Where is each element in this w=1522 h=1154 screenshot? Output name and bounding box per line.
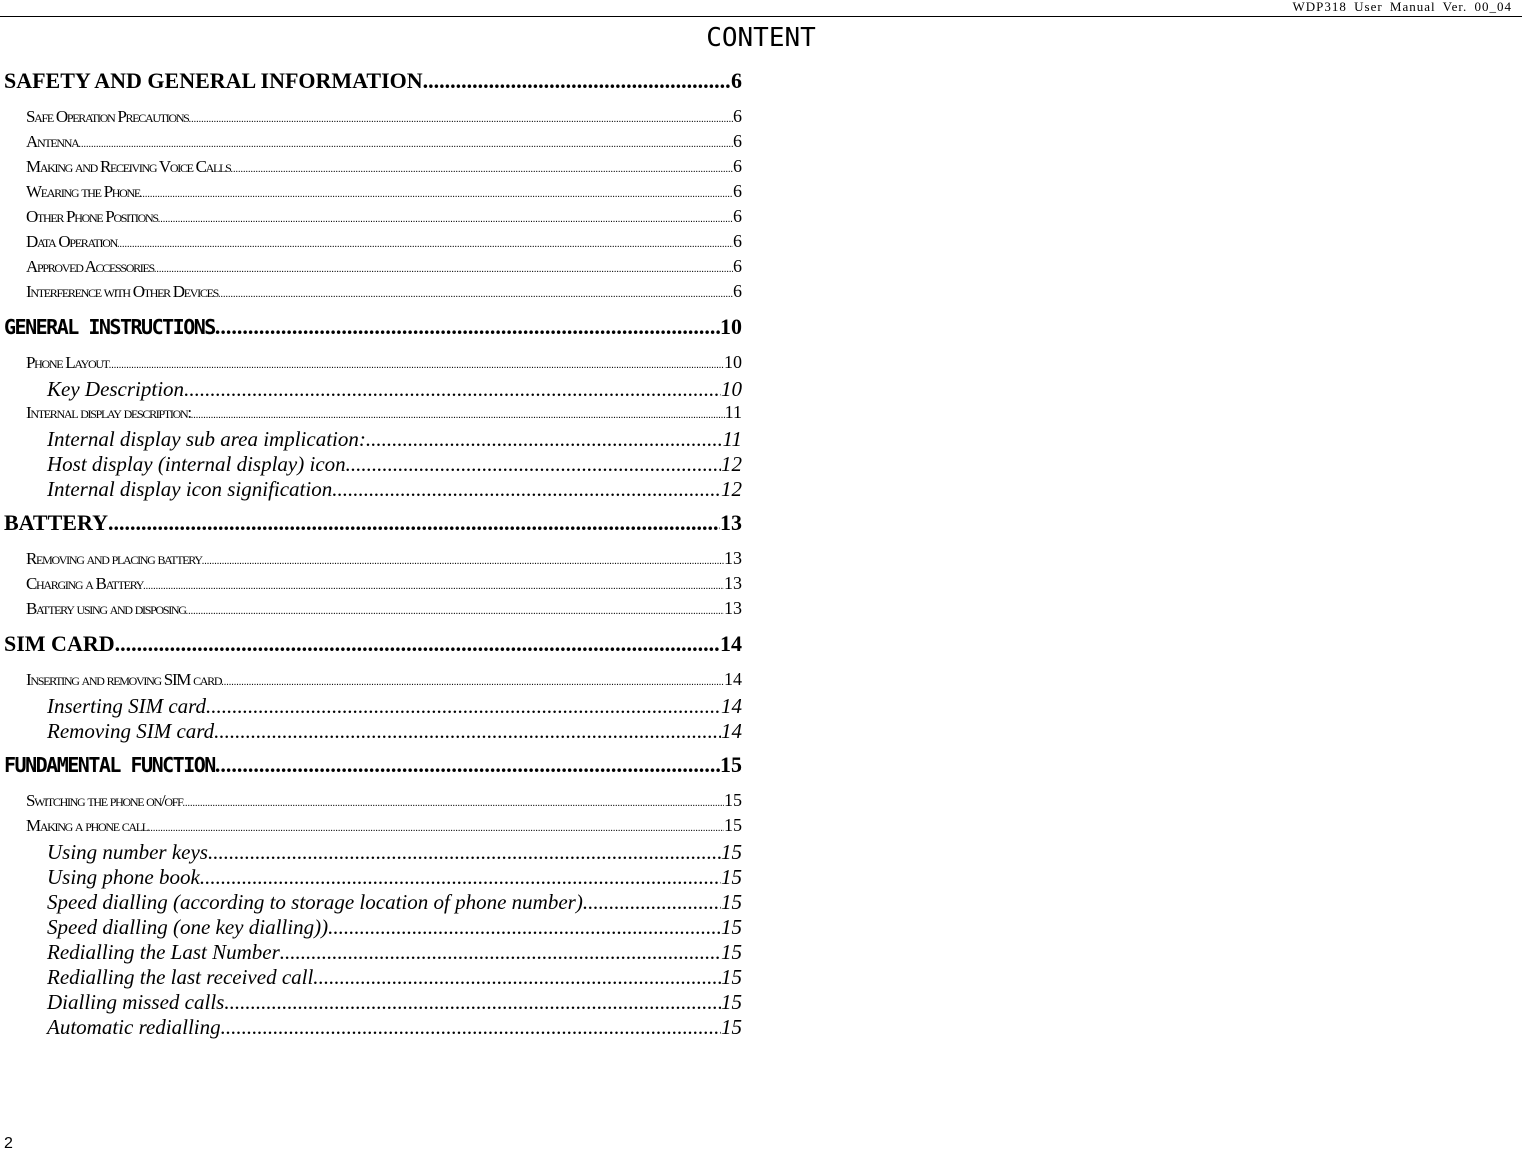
toc-entry-page-number: 14 xyxy=(720,631,742,656)
toc-entry-label: Redialling the last received call. xyxy=(47,965,319,989)
toc-entry-label: Using number keys xyxy=(47,840,208,864)
toc-dot-leader xyxy=(366,427,723,452)
toc-dot-leader xyxy=(332,477,721,502)
toc-dot-leader xyxy=(143,581,724,592)
toc-entry-label: Internal display sub area implication: xyxy=(47,427,366,451)
toc-topic-entry[interactable] xyxy=(0,840,742,865)
toc-subsection-entry[interactable] xyxy=(0,131,742,156)
toc-dot-leader xyxy=(186,606,724,617)
table-of-contents xyxy=(0,66,742,1040)
toc-subsection-entry[interactable] xyxy=(0,106,742,131)
toc-dot-leader xyxy=(184,377,721,402)
toc-topic-entry[interactable] xyxy=(0,377,742,402)
toc-dot-leader xyxy=(200,865,721,890)
toc-topic-entry[interactable] xyxy=(0,694,742,719)
toc-subsection-entry[interactable] xyxy=(0,256,742,281)
toc-topic-entry[interactable] xyxy=(0,890,742,915)
toc-dot-leader xyxy=(214,719,721,744)
toc-dot-leader xyxy=(79,139,733,150)
toc-section-entry[interactable] xyxy=(0,66,742,100)
toc-subsection-entry[interactable] xyxy=(0,281,742,306)
toc-entry-label: Approved Accessories xyxy=(26,257,154,276)
toc-entry-label: Automatic redialling xyxy=(47,1015,221,1039)
toc-entry-page-number: 15 xyxy=(721,1015,742,1039)
toc-entry-label: Wearing the Phone xyxy=(26,182,140,201)
toc-entry-label: Internal display description: xyxy=(26,403,191,422)
toc-topic-entry[interactable] xyxy=(0,865,742,890)
toc-entry-label: Key Description xyxy=(47,377,185,401)
toc-entry-label: Phone Layout xyxy=(26,353,109,372)
toc-dot-leader xyxy=(221,1015,721,1040)
toc-subsection-entry[interactable] xyxy=(0,790,742,815)
toc-dot-leader xyxy=(230,990,721,1015)
toc-entry-label: GENERAL INSTRUCTIONS xyxy=(4,315,215,339)
toc-entry-page-number: 13 xyxy=(724,573,742,593)
toc-entry-page-number: 6 xyxy=(733,206,742,226)
toc-entry-label: Redialling the Last Number xyxy=(47,940,280,964)
toc-entry-page-number: 13 xyxy=(720,510,742,535)
toc-dot-leader xyxy=(154,264,733,275)
toc-dot-leader xyxy=(208,840,721,865)
toc-entry-page-number: 15 xyxy=(721,965,742,989)
toc-topic-entry[interactable] xyxy=(0,1015,742,1040)
toc-dot-leader xyxy=(328,915,721,940)
toc-dot-leader xyxy=(117,239,733,250)
toc-dot-leader xyxy=(189,114,733,125)
toc-entry-page-number: 15 xyxy=(721,890,742,914)
toc-section-entry[interactable] xyxy=(0,750,742,784)
toc-topic-entry[interactable] xyxy=(0,940,742,965)
toc-topic-entry[interactable] xyxy=(0,452,742,477)
toc-dot-leader xyxy=(202,556,724,567)
toc-subsection-entry[interactable] xyxy=(0,206,742,231)
toc-entry-label: Speed dialling (according to storage location of phone number) xyxy=(47,890,583,914)
toc-entry-page-number: 10 xyxy=(724,352,742,372)
toc-entry-label: Host display (internal display) icon xyxy=(47,452,346,476)
toc-dot-leader xyxy=(215,752,720,778)
page-title: CONTENT xyxy=(706,23,816,53)
toc-section-entry[interactable] xyxy=(0,629,742,663)
toc-dot-leader xyxy=(182,798,724,809)
toc-entry-page-number: 6 xyxy=(733,106,742,126)
toc-entry-label: Switching the phone on/off xyxy=(26,791,183,810)
toc-subsection-entry[interactable] xyxy=(0,573,742,598)
toc-entry-page-number: 14 xyxy=(721,694,742,718)
toc-entry-page-number: 6 xyxy=(733,156,742,176)
toc-entry-label: Removing SIM card xyxy=(47,719,215,743)
toc-entry-label: Charging a Battery xyxy=(26,574,144,593)
running-header: WDP318 User Manual Ver. 00_04 xyxy=(1292,0,1512,14)
toc-dot-leader xyxy=(148,823,724,834)
toc-entry-page-number: 14 xyxy=(724,669,742,689)
toc-dot-leader xyxy=(109,360,724,371)
toc-entry-label: SAFETY AND GENERAL INFORMATION xyxy=(4,68,423,93)
toc-entry-label: Data Operation xyxy=(26,232,117,251)
toc-entry-label: Making a phone call xyxy=(26,816,148,835)
toc-dot-leader xyxy=(191,410,725,421)
toc-entry-page-number: 15 xyxy=(724,790,742,810)
toc-dot-leader xyxy=(206,694,721,719)
toc-subsection-entry[interactable] xyxy=(0,669,742,694)
toc-entry-label: SIM CARD xyxy=(4,631,115,656)
toc-subsection-entry[interactable] xyxy=(0,156,742,181)
toc-dot-leader xyxy=(108,510,720,536)
toc-entry-label: Antenna xyxy=(26,132,79,151)
toc-entry-label: Inserting and removing SIM card xyxy=(26,670,222,689)
toc-topic-entry[interactable] xyxy=(0,719,742,744)
toc-dot-leader xyxy=(221,677,724,688)
toc-dot-leader xyxy=(583,890,721,915)
toc-entry-label: Dialling missed calls. xyxy=(47,990,230,1014)
header-rule xyxy=(0,16,1522,17)
toc-topic-entry[interactable] xyxy=(0,990,742,1015)
toc-entry-page-number: 6 xyxy=(731,68,742,93)
toc-entry-label: Removing and placing battery xyxy=(26,549,202,568)
toc-entry-page-number: 15 xyxy=(721,865,742,889)
toc-dot-leader xyxy=(158,214,733,225)
toc-entry-page-number: 15 xyxy=(721,940,742,964)
toc-dot-leader xyxy=(423,68,731,94)
toc-entry-label: Other Phone Positions xyxy=(26,207,158,226)
toc-entry-page-number: 12 xyxy=(721,452,742,476)
toc-entry-page-number: 15 xyxy=(724,815,742,835)
toc-section-entry[interactable] xyxy=(0,312,742,346)
toc-entry-page-number: 11 xyxy=(722,427,742,451)
toc-dot-leader xyxy=(346,452,721,477)
toc-entry-label: FUNDAMENTAL FUNCTION xyxy=(4,753,215,777)
toc-dot-leader xyxy=(280,940,721,965)
toc-entry-label: Making and Receiving Voice Calls xyxy=(26,157,231,176)
toc-subsection-entry[interactable] xyxy=(0,598,742,623)
toc-entry-page-number: 6 xyxy=(733,231,742,251)
toc-dot-leader xyxy=(230,164,733,175)
toc-entry-page-number: 10 xyxy=(720,314,742,339)
toc-entry-page-number: 10 xyxy=(721,377,742,401)
toc-entry-page-number: 14 xyxy=(721,719,742,743)
toc-dot-leader xyxy=(218,289,733,300)
toc-entry-page-number: 6 xyxy=(733,131,742,151)
toc-entry-page-number: 15 xyxy=(720,752,742,777)
toc-entry-page-number: 12 xyxy=(721,477,742,501)
toc-entry-label: BATTERY xyxy=(4,510,108,535)
toc-entry-label: Battery using and disposing xyxy=(26,599,186,618)
toc-subsection-entry[interactable] xyxy=(0,402,742,427)
toc-subsection-entry[interactable] xyxy=(0,352,742,377)
toc-subsection-entry[interactable] xyxy=(0,548,742,573)
toc-entry-label: Inserting SIM card xyxy=(47,694,207,718)
toc-dot-leader xyxy=(140,189,733,200)
toc-entry-label: Speed dialling (one key dialling)) xyxy=(47,915,329,939)
toc-dot-leader xyxy=(215,314,720,340)
toc-topic-entry[interactable] xyxy=(0,427,742,452)
toc-topic-entry[interactable] xyxy=(0,915,742,940)
page-number: 2 xyxy=(4,1135,13,1152)
toc-entry-page-number: 15 xyxy=(721,915,742,939)
toc-entry-label: Using phone book xyxy=(47,865,200,889)
toc-entry-page-number: 11 xyxy=(724,402,742,422)
toc-entry-page-number: 13 xyxy=(724,598,742,618)
toc-entry-label: Safe Operation Precautions xyxy=(26,107,189,126)
toc-entry-label: Interference with Other Devices xyxy=(26,282,218,301)
toc-subsection-entry[interactable] xyxy=(0,181,742,206)
toc-subsection-entry[interactable] xyxy=(0,231,742,256)
toc-topic-entry[interactable] xyxy=(0,965,742,990)
toc-topic-entry[interactable] xyxy=(0,477,742,502)
toc-subsection-entry[interactable] xyxy=(0,815,742,840)
toc-entry-page-number: 15 xyxy=(721,840,742,864)
toc-entry-page-number: 6 xyxy=(733,281,742,301)
toc-entry-page-number: 13 xyxy=(724,548,742,568)
toc-entry-page-number: 15 xyxy=(721,990,742,1014)
toc-entry-label: Internal display icon signification xyxy=(47,477,333,501)
toc-dot-leader xyxy=(319,965,721,990)
toc-dot-leader xyxy=(115,631,720,657)
toc-entry-page-number: 6 xyxy=(733,256,742,276)
toc-section-entry[interactable] xyxy=(0,508,742,542)
toc-entry-page-number: 6 xyxy=(733,181,742,201)
